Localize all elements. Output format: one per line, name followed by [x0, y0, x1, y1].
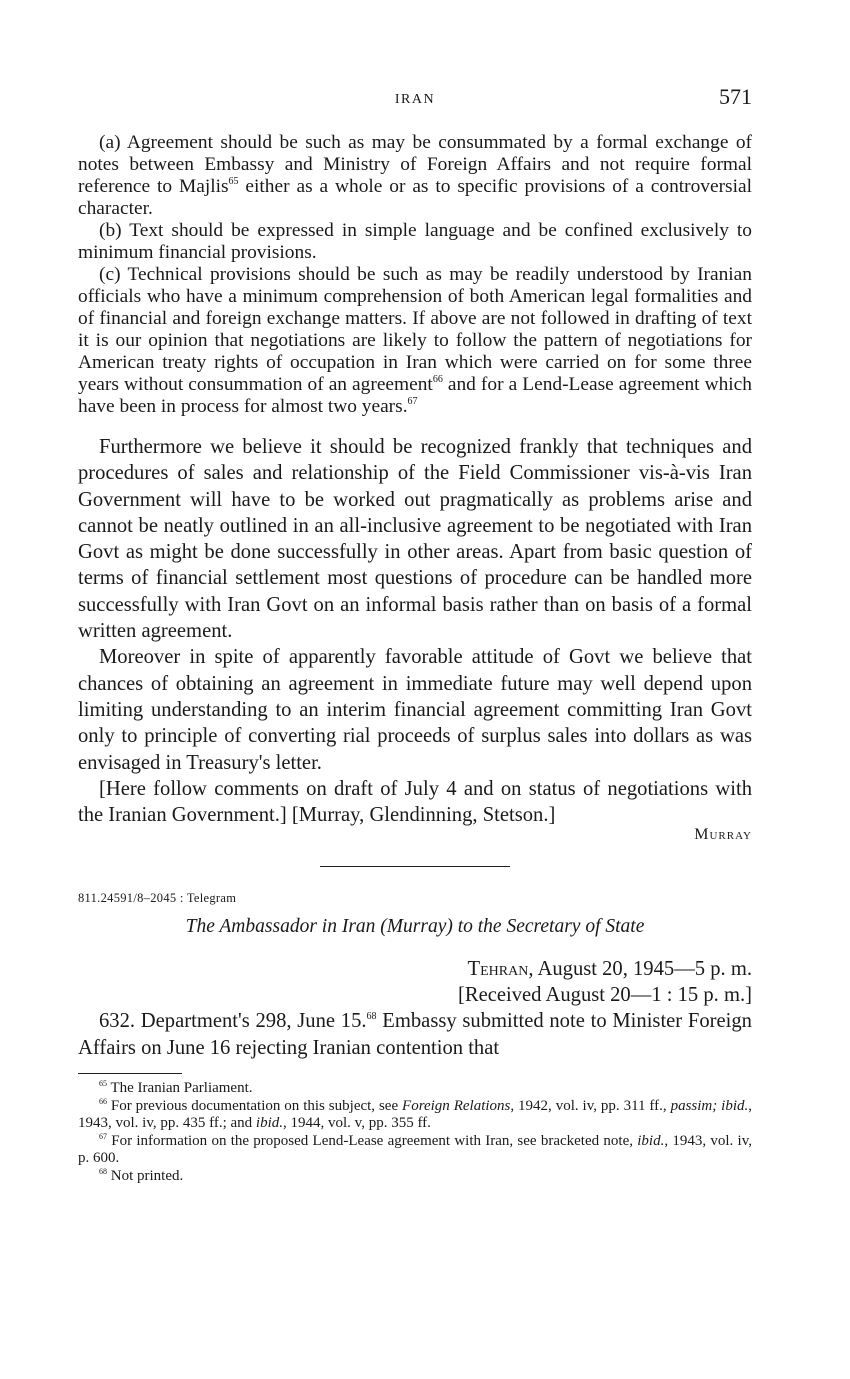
footnote-text: For information on the proposed Lend-Lease agreement with Iran, see bracketed note, [111, 1132, 638, 1149]
date-sent [78, 956, 752, 982]
footnote-number: 68 [99, 1166, 107, 1176]
footnote-number: 66 [99, 1096, 107, 1106]
footnote-number: 67 [99, 1131, 107, 1141]
footnote-ref-65: 65 [228, 176, 239, 187]
date-received: [Received August 20—1 : 15 p. m.] [458, 984, 752, 1007]
footnote-ref-66: 66 [432, 374, 443, 385]
footnote-rule [78, 1073, 182, 1074]
footnote-68 [78, 1168, 752, 1186]
footnote-text: The Iranian Parliament. [110, 1080, 253, 1097]
paragraph-furthermore: Furthermore we believe it should be recognized frankly that techniques and procedures of sales and relationship of the Field Commissioner vis-à-vis Iran Government will have to be worked out pragmatically as problems arise and cannot be neatly outlined in an all-inclusive agreement to be negotiated with Iran Govt as might be done successfully in other areas. Apart from basic question of terms of financial settlement most questions of procedure can be handled more successfully with Iran Govt on an informal basis rather than on basis of a formal written agreement. [78, 436, 752, 643]
footnote-ref-67: 67 [407, 396, 418, 407]
telegram-body [78, 1008, 752, 1061]
main-paragraphs [78, 434, 752, 828]
page-number: 571 [719, 84, 752, 109]
footnote-text: , 1943, vol. iv, pp. 435 ff.; and [78, 1097, 752, 1132]
footnote-ref-68: 68 [366, 1011, 377, 1023]
page-header [78, 84, 752, 118]
condition-a-text: (a) Agreement should be such as may be consummated by a formal exchange of notes between Embassy and Ministry of Foreign Affairs and not require formal reference to Majlis [78, 132, 752, 197]
condition-c-end: and for a Lend-Lease agreement which have been in process for almost two years. [78, 374, 752, 417]
document-title: The Ambassador in Iran (Murray) to the Secretary of State [185, 916, 645, 938]
footnote-67 [78, 1133, 752, 1168]
condition-c [78, 264, 752, 418]
place: Tehran [467, 958, 529, 981]
condition-b: (b) Text should be expressed in simple language and be confined exclusively to minimum financial provisions. [78, 220, 752, 263]
footnote-text: For previous documentation on this subject, see [110, 1097, 403, 1114]
numbered-conditions [78, 132, 752, 418]
paragraph-moreover: Moreover in spite of apparently favorable attitude of Govt we believe that chances of obtaining an agreement in immediate future may well depend upon limiting understanding to an interim financial agreement committing Iran Govt only to principle of converting rial proceeds of surplus sales into dollars as was envisaged in Treasury's letter. [78, 646, 752, 774]
footnote-66 [78, 1098, 752, 1133]
footnote-italic: Foreign Relations [402, 1097, 511, 1114]
footnote-text: Not printed. [110, 1167, 184, 1184]
condition-c-text: (c) Technical provisions should be such as may be readily understood by Iranian officials who have a minimum comprehension of both American legal formalities and of financial and foreign exchange matters. If above are not followed in drafting of text it is our opinion that negotiations are likely to follow the pattern of negotiations for American treaty rights of occupation in Iran which were carried on for some three years without consummation of an agreement [78, 264, 752, 395]
page-body [78, 132, 752, 1185]
footnotes [78, 1080, 752, 1185]
footnote-text: , 1942, vol. iv, pp. 311 ff., [510, 1097, 671, 1114]
file-reference: 811.24591/8–2045 : Telegram [78, 891, 237, 906]
condition-a [78, 132, 752, 220]
footnote-italic: ibid. [637, 1132, 665, 1149]
footnote-number: 65 [99, 1079, 107, 1089]
dateline [78, 956, 752, 1008]
footnote-italic: passim; ibid. [670, 1097, 749, 1114]
date-sent-text: , August 20, 1945—5 p. m. [528, 958, 752, 981]
telegram-body-start: 632. Department's 298, June 15. [99, 1010, 367, 1033]
section-divider [320, 866, 510, 867]
footnote-text: , 1943, vol. iv, p. 600. [78, 1132, 752, 1167]
condition-a-end: either as a whole or as to specific provisions of a controversial character. [78, 176, 752, 219]
running-head: IRAN [394, 92, 436, 107]
footnote-italic: ibid. [255, 1115, 283, 1132]
footnote-65 [78, 1080, 752, 1098]
telegram-body-end: Embassy submitted note to Minister Foreign Affairs on June 16 rejecting Iranian contention that [78, 1010, 752, 1059]
signature: Murray [694, 826, 752, 844]
footnote-text: , 1944, vol. v, pp. 355 ff. [283, 1115, 431, 1132]
telegram-paragraph [78, 1008, 752, 1061]
paragraph-editorial-note: [Here follow comments on draft of July 4 and on status of negotiations with the Iranian Government.] [Murray, Glendinning, Stetson.] [78, 777, 752, 827]
